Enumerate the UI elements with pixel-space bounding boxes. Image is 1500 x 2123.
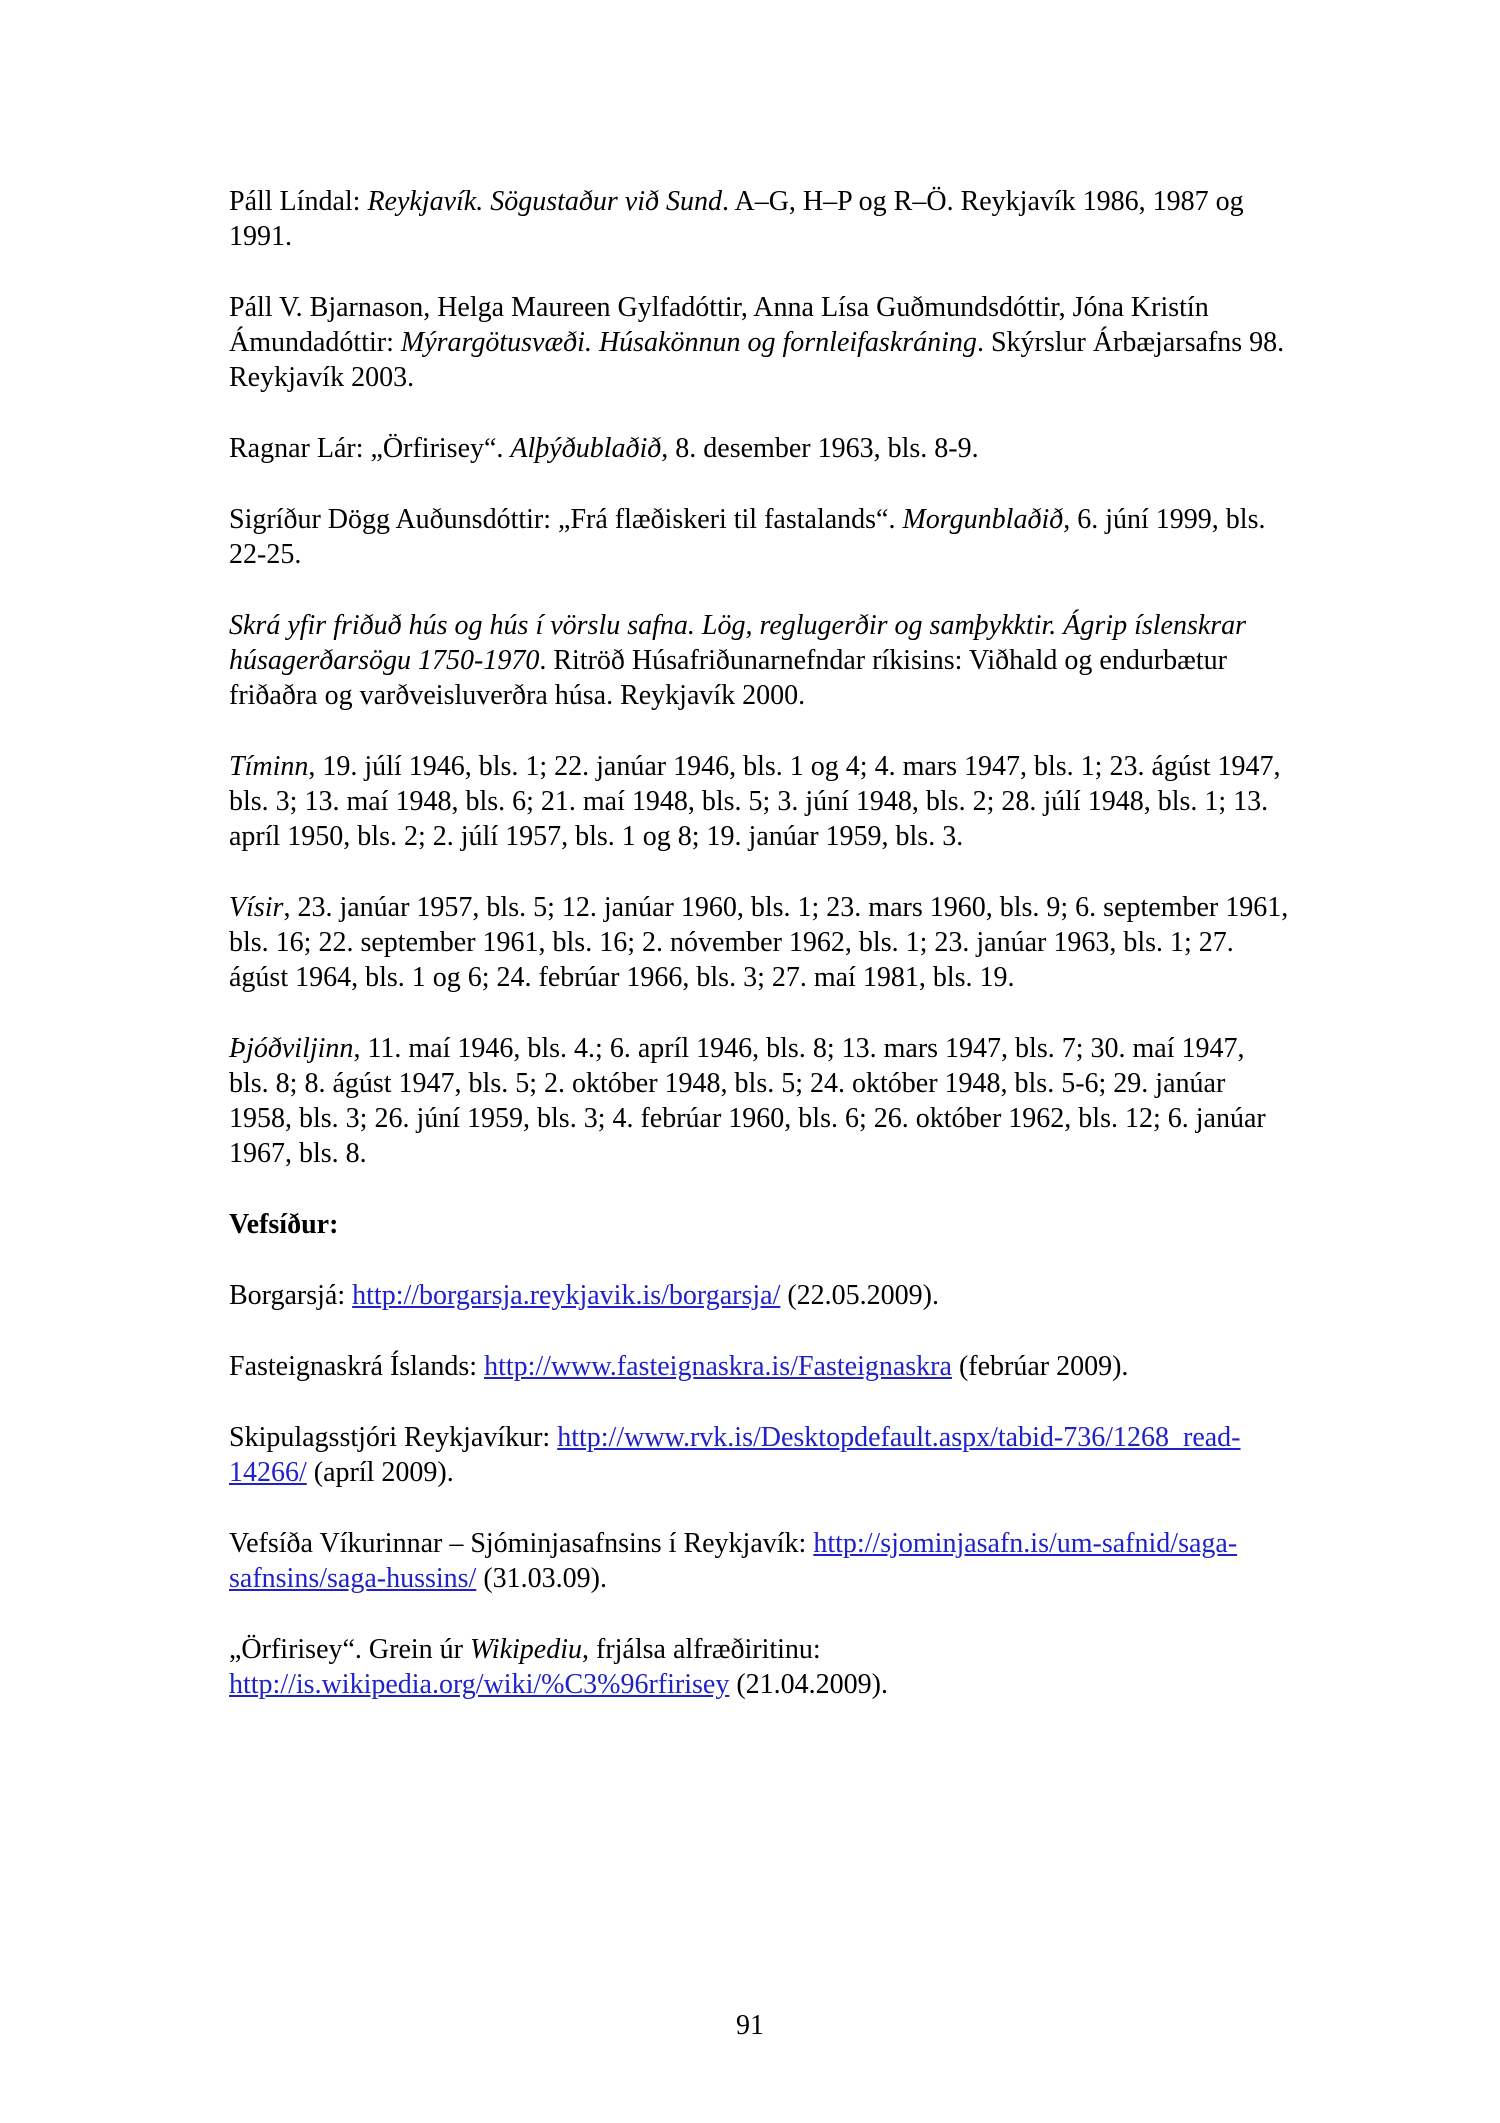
reference-link[interactable]: http://is.wikipedia.org/wiki/%C3%96rfirisey: [229, 1669, 730, 1700]
reference-text: Páll Líndal:: [229, 186, 368, 217]
reference-entry: [229, 749, 1289, 854]
italic-title: Tíminn: [229, 751, 309, 782]
reference-text: (22.05.2009).: [780, 1280, 940, 1311]
reference-text: , 11. maí 1946, bls. 4.; 6. apríl 1946, bls. 8; 13. mars 1947, bls. 7; 30. maí 1947, bls. 8; 8. ágúst 1947, bls. 5; 2. október 1948, bls. 5; 24. október 1948, bls. 5-6; 29. janúar 1958, bls. 3; 26. júní 1959, bls. 3; 4. febrúar 1960, bls. 6; 26. október 1962, bls. 12; 6. janúar 1967, bls. 8.: [229, 1033, 1266, 1169]
reference-text: . Ritröð Húsafriðunarnefndar ríkisins: Viðhald og endurbætur friðaðra og varðveisluverðra húsa. Reykjavík 2000.: [229, 645, 1227, 711]
reference-text: Fasteignaskrá Íslands:: [229, 1351, 485, 1382]
website-entry: [229, 1278, 1289, 1313]
websites-list: [229, 1278, 1289, 1702]
reference-text: Skipulagsstjóri Reykjavíkur:: [229, 1422, 558, 1453]
page-number: 91: [736, 2010, 764, 2041]
italic-title: Mýrargötusvæði. Húsakönnun og fornleifaskráning: [400, 327, 977, 358]
website-entry: [229, 1526, 1289, 1596]
reference-text: „Örfirisey“. Grein úr: [229, 1634, 471, 1665]
reference-entry: [229, 608, 1289, 713]
reference-text: . Skýrslur Árbæjarsafns 98. Reykjavík 2003.: [229, 327, 1285, 393]
reference-text: Ragnar Lár: „Örfirisey“.: [229, 433, 511, 464]
reference-text: (21.04.2009).: [729, 1669, 888, 1700]
italic-title: Skrá yfir friðuð hús og hús í vörslu safna. Lög, reglugerðir og samþykktir. Ágrip íslenskrar húsagerðarsögu 1750-1970: [229, 610, 1247, 676]
italic-title: Reykjavík. Sögustaður við Sund: [367, 186, 723, 217]
reference-entry: [229, 502, 1289, 572]
reference-text: , 8. desember 1963, bls. 8-9.: [661, 433, 979, 464]
reference-link[interactable]: http://borgarsja.reykjavik.is/borgarsja/: [352, 1280, 781, 1311]
reference-text: Vefsíða Víkurinnar – Sjóminjasafnsins í Reykjavík:: [229, 1528, 814, 1559]
website-entry: [229, 1349, 1289, 1384]
websites-heading: Vefsíður:: [229, 1209, 339, 1240]
document-page: [229, 184, 1289, 1738]
website-entry: [229, 1632, 1289, 1702]
reference-text: . A–G, H–P og R–Ö. Reykjavík 1986, 1987 og 1991.: [229, 186, 1244, 252]
italic-title: Þjóðviljinn: [229, 1033, 354, 1064]
reference-link[interactable]: http://www.fasteignaskra.is/Fasteignaskra: [484, 1351, 952, 1382]
italic-title: Morgunblaðið: [902, 504, 1064, 535]
reference-entry: [229, 184, 1289, 254]
reference-text: Páll V. Bjarnason, Helga Maureen Gylfadóttir, Anna Lísa Guðmundsdóttir, Jóna Kristín Ámundadóttir:: [229, 292, 1209, 358]
reference-text: , 6. júní 1999, bls. 22-25.: [229, 504, 1266, 570]
reference-text: , 19. júlí 1946, bls. 1; 22. janúar 1946, bls. 1 og 4; 4. mars 1947, bls. 1; 23. ágúst 1947, bls. 3; 13. maí 1948, bls. 6; 21. maí 1948, bls. 5; 3. júní 1948, bls. 2; 28. júlí 1948, bls. 1; 13. apríl 1950, bls. 2; 2. júlí 1957, bls. 1 og 8; 19. janúar 1959, bls. 3.: [229, 751, 1281, 852]
reference-entry: [229, 1031, 1289, 1171]
reference-entry: [229, 431, 1289, 466]
reference-text: Borgarsjá:: [229, 1280, 353, 1311]
reference-text: , frjálsa alfræðiritinu:: [582, 1634, 821, 1665]
reference-link[interactable]: http://www.rvk.is/Desktopdefault.aspx/tabid-736/1268_read-14266/: [229, 1422, 1241, 1488]
reference-entry: [229, 290, 1289, 395]
reference-text: (31.03.09).: [476, 1563, 607, 1594]
italic-title: Alþýðublaðið: [510, 433, 662, 464]
website-entry: [229, 1420, 1289, 1490]
reference-text: (febrúar 2009).: [951, 1351, 1129, 1382]
reference-text: Sigríður Dögg Auðunsdóttir: „Frá flæðiskeri til fastalands“.: [229, 504, 903, 535]
italic-title: Vísir: [229, 892, 284, 923]
reference-text: (apríl 2009).: [306, 1457, 454, 1488]
references-list: [229, 184, 1289, 1171]
reference-entry: [229, 890, 1289, 995]
reference-text: , 23. janúar 1957, bls. 5; 12. janúar 1960, bls. 1; 23. mars 1960, bls. 9; 6. september 1961, bls. 16; 22. september 1961, bls. 16; 2. nóvember 1962, bls. 1; 23. janúar 1963, bls. 1; 27. ágúst 1964, bls. 1 og 6; 24. febrúar 1966, bls. 3; 27. maí 1981, bls. 19.: [229, 892, 1289, 993]
reference-link[interactable]: http://sjominjasafn.is/um-safnid/saga-safnsins/saga-hussins/: [229, 1528, 1238, 1594]
italic-title: Wikipediu: [470, 1634, 582, 1665]
